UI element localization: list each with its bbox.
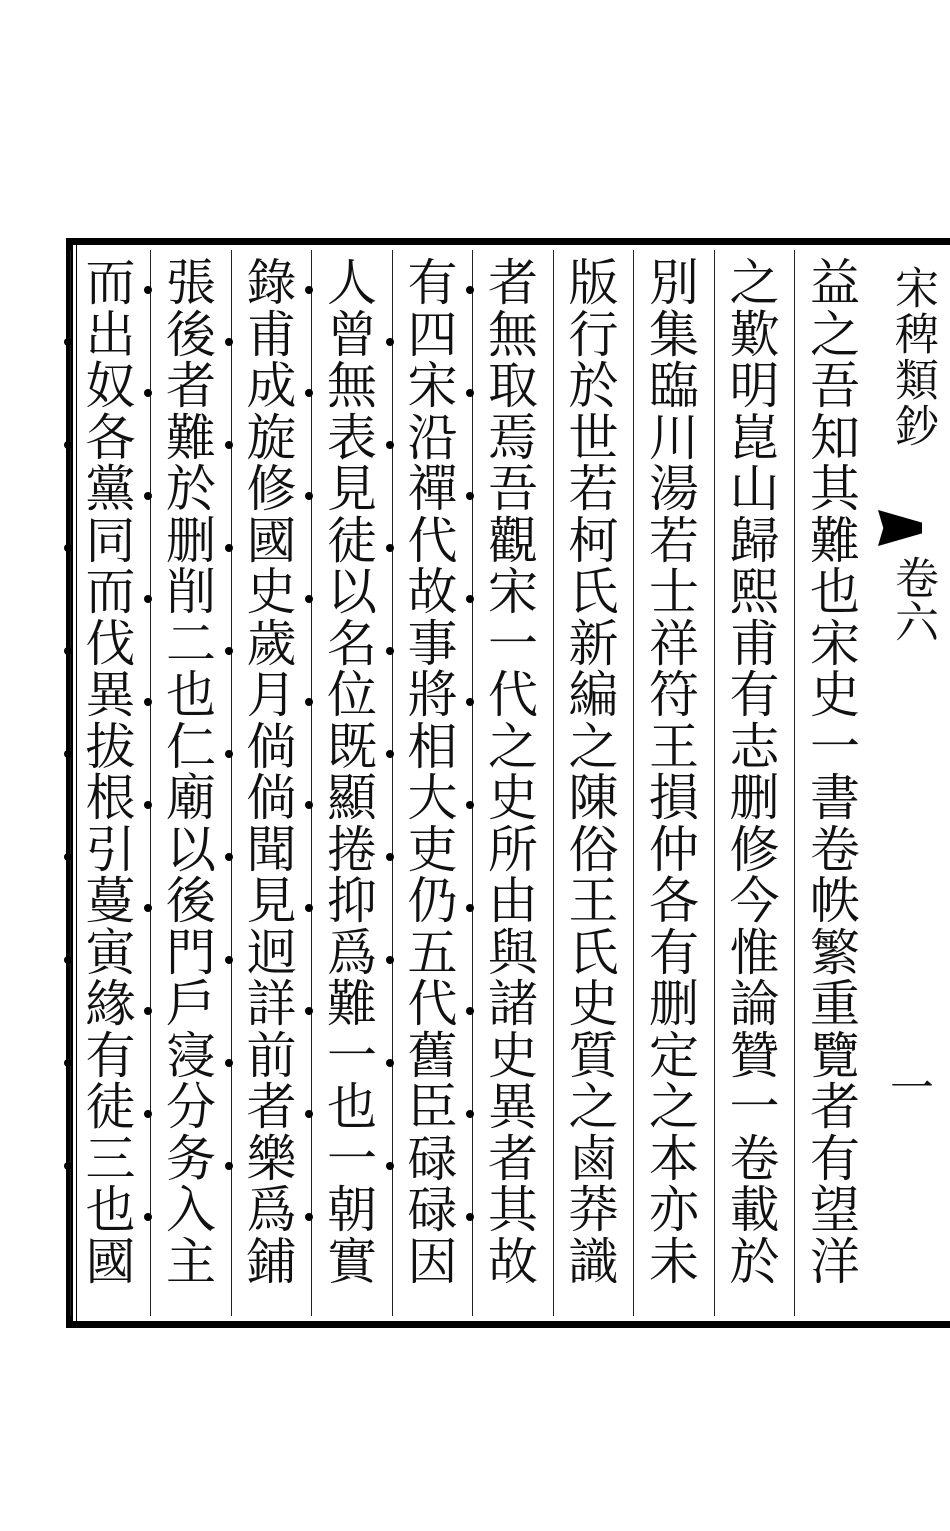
column-character: 故: [488, 1232, 538, 1291]
column-character: 戶: [166, 975, 216, 1033]
column-character: 有: [85, 1026, 136, 1085]
column-character: 之: [729, 254, 780, 312]
frame-border-bottom: [66, 1321, 950, 1328]
column-character: 川: [649, 408, 699, 467]
column-character: 之: [568, 1078, 619, 1136]
column-character: 各: [85, 408, 136, 467]
column-character: 臨: [649, 357, 699, 415]
column-character: 張: [166, 254, 216, 312]
column-character: 志: [729, 717, 780, 776]
column-character: 也: [810, 563, 860, 621]
column-character: 宋: [810, 614, 860, 673]
column-character: 質: [568, 1026, 619, 1085]
column-character: 月: [246, 666, 297, 724]
column-character: 覽: [810, 1026, 860, 1085]
column-divider: [70, 250, 71, 1316]
page-margin-gutter: [878, 245, 950, 1321]
column-character: 所: [488, 820, 538, 879]
margin-title-text: 宋稗類鈔: [887, 265, 938, 449]
column-character: 樂: [246, 1129, 297, 1188]
column-character: 黨: [85, 460, 136, 518]
column-character: 删: [729, 769, 780, 827]
column-character: 碌: [407, 1181, 458, 1239]
column-character: 史: [810, 666, 860, 724]
column-character: 本: [649, 1129, 699, 1188]
column-divider: [553, 250, 554, 1316]
column-character: 編: [568, 666, 619, 724]
column-character: 各: [649, 872, 699, 930]
column-character: 贊: [729, 1026, 780, 1085]
column-character: 三: [85, 1129, 136, 1188]
column-character: 而: [85, 254, 136, 312]
column-character: 集: [649, 305, 699, 364]
column-character: 相: [407, 717, 458, 776]
column-character: 有: [729, 666, 780, 724]
column-character: 無: [488, 305, 538, 364]
column-character: 仲: [649, 820, 699, 879]
column-character: 難: [810, 511, 860, 570]
column-character: 以: [327, 563, 377, 621]
column-character: 吾: [488, 460, 538, 518]
column-character: 繁: [810, 923, 860, 982]
column-character: 务: [166, 1129, 216, 1188]
column-character: 後: [166, 872, 216, 930]
column-character: 史: [488, 769, 538, 827]
column-character: 引: [85, 820, 136, 879]
margin-chapter: [882, 555, 942, 653]
margin-chapter-text: 卷六: [887, 555, 938, 643]
column-character: 由: [488, 872, 538, 930]
text-column: [394, 256, 472, 1316]
text-column: [72, 256, 150, 1316]
column-character: 者: [488, 1129, 538, 1188]
column-character: 伐: [85, 614, 136, 673]
column-character: 前: [246, 1026, 297, 1085]
column-character: 史: [568, 975, 619, 1033]
column-divider: [472, 250, 473, 1316]
column-character: 異: [85, 666, 136, 724]
column-character: 於: [166, 460, 216, 518]
column-character: 廟: [166, 769, 216, 827]
column-character: 一: [488, 614, 538, 673]
punctuation-dot: [64, 956, 72, 964]
column-character: 其: [488, 1181, 538, 1239]
column-character: 聞: [246, 820, 297, 879]
column-character: 其: [810, 460, 860, 518]
punctuation-dot: [64, 1162, 72, 1170]
column-character: 抑: [327, 872, 377, 930]
column-character: 大: [407, 769, 458, 827]
column-character: 氏: [568, 923, 619, 982]
column-character: 倘: [246, 769, 297, 827]
column-character: 迥: [246, 923, 297, 982]
column-character: 俗: [568, 820, 619, 879]
column-divider: [150, 250, 151, 1316]
column-character: 代: [488, 666, 538, 724]
column-character: 者: [488, 254, 538, 312]
punctuation-dot: [64, 338, 72, 346]
column-character: 奴: [85, 357, 136, 415]
column-character: 國: [85, 1232, 136, 1291]
column-character: 世: [568, 408, 619, 467]
column-character: 有: [649, 923, 699, 982]
column-character: 史: [246, 563, 297, 621]
column-character: 載: [729, 1181, 780, 1239]
column-character: 無: [327, 357, 377, 415]
column-character: 也: [85, 1181, 136, 1239]
text-column: [555, 256, 633, 1316]
column-character: 熙: [729, 563, 780, 621]
column-character: 根: [85, 769, 136, 827]
frame-border-top: [66, 238, 950, 245]
column-divider: [231, 250, 232, 1316]
column-character: 旋: [246, 408, 297, 467]
punctuation-dot: [64, 853, 72, 861]
column-character: 甫: [729, 614, 780, 673]
column-character: 徒: [85, 1078, 136, 1136]
column-character: 主: [166, 1232, 216, 1291]
column-character: 爲: [246, 1181, 297, 1239]
column-character: 觀: [488, 511, 538, 570]
column-character: 歸: [729, 511, 780, 570]
column-character: 明: [729, 357, 780, 415]
column-character: 有: [407, 254, 458, 312]
column-character: 詳: [246, 975, 297, 1033]
column-character: 焉: [488, 408, 538, 467]
column-character: 五: [407, 923, 458, 982]
column-character: 位: [327, 666, 377, 724]
column-character: 實: [327, 1232, 377, 1291]
column-character: 爲: [327, 923, 377, 982]
column-character: 名: [327, 614, 377, 673]
column-character: 吏: [407, 820, 458, 879]
column-character: 也: [166, 666, 216, 724]
column-character: 也: [327, 1078, 377, 1136]
column-character: 祥: [649, 614, 699, 673]
column-character: 於: [729, 1232, 780, 1291]
column-character: 見: [327, 460, 377, 518]
column-character: 者: [810, 1078, 860, 1136]
column-character: 者: [246, 1078, 297, 1136]
column-character: 仍: [407, 872, 458, 930]
column-divider: [714, 250, 715, 1316]
punctuation-dot: [64, 750, 72, 758]
column-character: 崑: [729, 408, 780, 467]
column-character: 出: [85, 305, 136, 364]
column-character: 今: [729, 872, 780, 930]
column-character: 徒: [327, 511, 377, 570]
column-character: 入: [166, 1181, 216, 1239]
column-character: 朝: [327, 1181, 377, 1239]
column-character: 惟: [729, 923, 780, 982]
column-character: 歲: [246, 614, 297, 673]
column-character: 成: [246, 357, 297, 415]
column-character: 宋: [488, 563, 538, 621]
column-character: 同: [85, 511, 136, 570]
column-character: 表: [327, 408, 377, 467]
column-character: 氏: [568, 563, 619, 621]
column-character: 代: [407, 511, 458, 570]
punctuation-dot: [64, 1059, 72, 1067]
column-character: 蔓: [85, 872, 136, 930]
column-character: 删: [649, 975, 699, 1033]
column-character: 修: [729, 820, 780, 879]
column-character: 莽: [568, 1181, 619, 1239]
text-column: [796, 256, 874, 1316]
column-character: 後: [166, 305, 216, 364]
column-character: 以: [166, 820, 216, 879]
column-character: 識: [568, 1232, 619, 1291]
column-character: 碌: [407, 1129, 458, 1188]
column-character: 之: [488, 717, 538, 776]
column-character: 一: [729, 1078, 780, 1136]
column-character: 王: [649, 717, 699, 776]
column-character: 將: [407, 666, 458, 724]
column-character: 鹵: [568, 1129, 619, 1188]
column-character: 取: [488, 357, 538, 415]
column-character: 於: [568, 357, 619, 415]
column-character: 行: [568, 305, 619, 364]
column-character: 卷: [729, 1129, 780, 1188]
text-column: [152, 256, 230, 1316]
text-column: [716, 256, 794, 1316]
column-divider: [392, 250, 393, 1316]
column-divider: [794, 250, 795, 1316]
column-character: 史: [488, 1026, 538, 1085]
page-frame: [66, 238, 950, 1328]
column-character: 因: [407, 1232, 458, 1291]
column-character: 緣: [85, 975, 136, 1033]
margin-page-text: 一: [890, 1063, 934, 1114]
column-character: 一: [327, 1026, 377, 1085]
column-character: 曾: [327, 305, 377, 364]
column-character: 陳: [568, 769, 619, 827]
column-character: 書: [810, 769, 860, 827]
column-character: 帙: [810, 872, 860, 930]
column-character: 洋: [810, 1232, 860, 1291]
text-column: [233, 256, 311, 1316]
column-character: 柯: [568, 511, 619, 570]
column-character: 異: [488, 1078, 538, 1136]
column-character: 删: [166, 511, 216, 570]
column-character: 新: [568, 614, 619, 673]
text-column: [474, 256, 552, 1316]
column-character: 士: [649, 563, 699, 621]
column-character: 歎: [729, 305, 780, 364]
column-character: 國: [246, 511, 297, 570]
column-character: 一: [327, 1129, 377, 1188]
column-character: 符: [649, 666, 699, 724]
column-character: 難: [166, 408, 216, 467]
column-character: 寖: [166, 1026, 216, 1085]
column-character: 禪: [407, 460, 458, 518]
column-character: 倘: [246, 717, 297, 776]
margin-title: [882, 265, 942, 459]
column-character: 之: [649, 1078, 699, 1136]
column-character: 未: [649, 1232, 699, 1291]
column-character: 鋪: [246, 1232, 297, 1291]
column-character: 錄: [246, 254, 297, 312]
column-character: 舊: [407, 1026, 458, 1085]
column-divider: [633, 250, 634, 1316]
column-character: 難: [327, 975, 377, 1033]
column-character: 顯: [327, 769, 377, 827]
column-character: 諸: [488, 975, 538, 1033]
column-character: 版: [568, 254, 619, 312]
column-character: 分: [166, 1078, 216, 1136]
punctuation-dot: [64, 441, 72, 449]
column-character: 之: [810, 305, 860, 364]
column-character: 若: [568, 460, 619, 518]
column-character: 別: [649, 254, 699, 312]
column-character: 一: [810, 717, 860, 776]
fishtail-mark: [878, 510, 922, 546]
column-character: 損: [649, 769, 699, 827]
column-character: 寅: [85, 923, 136, 982]
column-character: 代: [407, 975, 458, 1033]
column-character: 之: [568, 717, 619, 776]
text-column: [313, 256, 391, 1316]
column-character: 山: [729, 460, 780, 518]
column-character: 仁: [166, 717, 216, 776]
column-character: 既: [327, 717, 377, 776]
column-character: 沿: [407, 408, 458, 467]
column-character: 王: [568, 872, 619, 930]
column-character: 門: [166, 923, 216, 982]
column-character: 拔: [85, 717, 136, 776]
column-character: 望: [810, 1181, 860, 1239]
column-character: 而: [85, 563, 136, 621]
column-character: 人: [327, 254, 377, 312]
column-character: 吾: [810, 357, 860, 415]
text-column: [635, 256, 713, 1316]
punctuation-dot: [64, 544, 72, 552]
column-character: 削: [166, 563, 216, 621]
column-character: 卷: [810, 820, 860, 879]
column-character: 亦: [649, 1181, 699, 1239]
column-character: 臣: [407, 1078, 458, 1136]
column-character: 故: [407, 563, 458, 621]
column-divider: [311, 250, 312, 1316]
punctuation-dot: [64, 647, 72, 655]
column-character: 見: [246, 872, 297, 930]
column-character: 知: [810, 408, 860, 467]
column-character: 宋: [407, 357, 458, 415]
margin-page: [882, 1065, 942, 1113]
column-character: 若: [649, 511, 699, 570]
column-character: 論: [729, 975, 780, 1033]
column-character: 與: [488, 923, 538, 982]
column-character: 甫: [246, 305, 297, 364]
column-character: 湯: [649, 460, 699, 518]
column-character: 者: [166, 357, 216, 415]
column-character: 有: [810, 1129, 860, 1188]
column-character: 事: [407, 614, 458, 673]
column-character: 修: [246, 460, 297, 518]
column-character: 益: [810, 254, 860, 312]
column-character: 二: [166, 614, 216, 673]
column-character: 重: [810, 975, 860, 1033]
column-character: 四: [407, 305, 458, 364]
column-character: 捲: [327, 820, 377, 879]
column-character: 定: [649, 1026, 699, 1085]
